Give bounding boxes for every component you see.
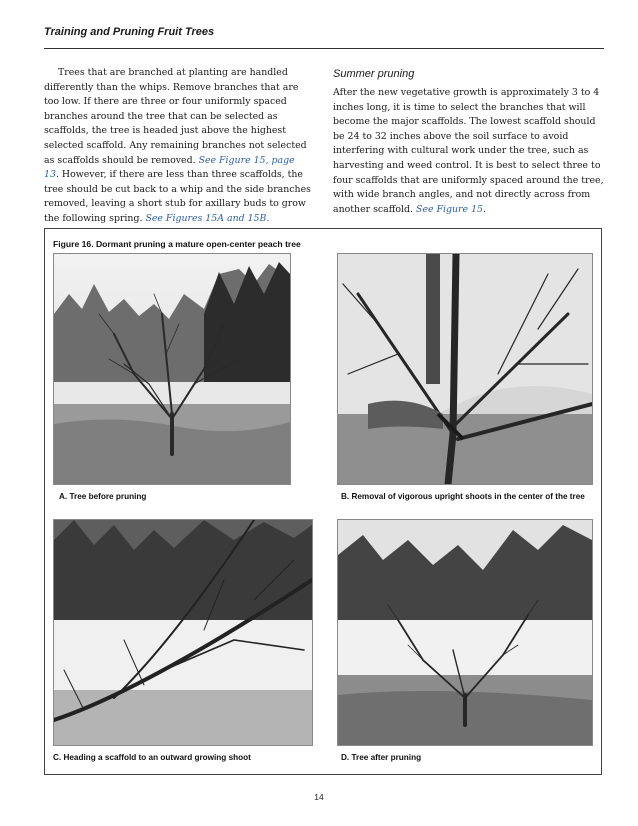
figure-16-box	[44, 228, 602, 775]
running-header: Training and Pruning Fruit Trees	[44, 26, 215, 38]
header-rule	[44, 48, 604, 49]
summer-pruning-heading: Summer pruning	[333, 68, 415, 80]
caption-b: B. Removal of vigorous upright shoots in the center of the tree	[341, 492, 585, 501]
photo-tree-before-pruning	[53, 253, 291, 485]
figure-title: Figure 16. Dormant pruning a mature open-center peach tree	[53, 239, 301, 249]
left-column	[44, 66, 312, 227]
photo-heading-a-scaffold	[53, 519, 313, 746]
photo-removal-of-upright-shoots	[337, 253, 593, 485]
caption-a: A. Tree before pruning	[59, 492, 147, 501]
page-number: 14	[314, 792, 324, 802]
left-paragraph	[44, 66, 312, 227]
right-paragraph	[333, 86, 604, 217]
right-column	[333, 66, 604, 217]
figure-15-reference-2[interactable]: See Figure 15	[416, 203, 483, 215]
left-text-1: Trees that are branched at planting are handled differently than the whips. Remove branches that are too low. If there are three or four uniformly spaced branches around the tree that can be selected as scaffolds, the tree is headed just above the highest selected scaffold. Any remaining branches not selected as scaffolds should be removed.	[44, 67, 307, 166]
figure-15-reference[interactable]: See Figure 15, page 13	[44, 154, 295, 181]
caption-d: D. Tree after pruning	[341, 753, 422, 762]
caption-c: C. Heading a scaffold to an outward growing shoot	[53, 753, 251, 762]
right-text-end: .	[483, 203, 486, 215]
left-text-2: . However, if there are less than three scaffolds, the tree should be cut back to a whip and the side branches removed, leaving a short stub for axillary buds to grow the following spring.	[44, 169, 311, 224]
photo-tree-after-pruning	[337, 519, 593, 746]
right-text: After the new vegetative growth is approximately 3 to 4 inches long, it is time to select the branches that will become the major scaffolds. The lowest scaffold should be 24 to 32 inches above the soil surface to avoid interfering with cultural work under the tree, such as harvesting and weed control. It is best to select three to four scaffolds that are uniformly spaced around the tree, with wide branch angles, and not directly across from another scaffold.	[333, 87, 604, 215]
figures-15ab-reference[interactable]: See Figures 15A and 15B.	[145, 212, 270, 224]
